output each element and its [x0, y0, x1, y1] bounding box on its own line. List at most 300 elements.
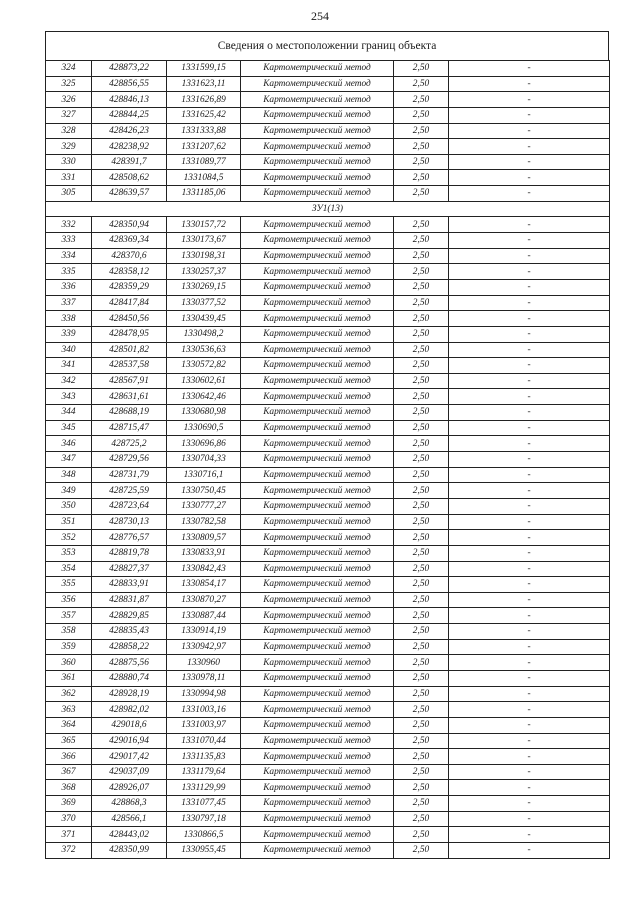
precision-cell: 2,50: [394, 311, 449, 327]
description-cell: -: [449, 577, 610, 593]
method-cell: Картометрический метод: [241, 670, 394, 686]
description-cell: -: [449, 358, 610, 374]
point-number-cell: 345: [46, 420, 92, 436]
method-cell: Картометрический метод: [241, 342, 394, 358]
method-cell: Картометрический метод: [241, 420, 394, 436]
point-number-cell: 326: [46, 92, 92, 108]
point-number-cell: 349: [46, 483, 92, 499]
point-number-cell: 369: [46, 796, 92, 812]
point-number-cell: 337: [46, 295, 92, 311]
table-row: [46, 780, 610, 796]
x-coordinate-cell: 428443,02: [92, 827, 167, 843]
description-cell: -: [449, 248, 610, 264]
x-coordinate-cell: 428833,91: [92, 577, 167, 593]
rows-after-section: [46, 217, 610, 858]
precision-cell: 2,50: [394, 592, 449, 608]
precision-cell: 2,50: [394, 217, 449, 233]
precision-cell: 2,50: [394, 92, 449, 108]
table-row: [46, 670, 610, 686]
method-cell: Картометрический метод: [241, 264, 394, 280]
table-row: [46, 186, 610, 202]
table-row: [46, 420, 610, 436]
x-coordinate-cell: 428715,47: [92, 420, 167, 436]
y-coordinate-cell: 1330833,91: [167, 545, 241, 561]
method-cell: Картометрический метод: [241, 279, 394, 295]
point-number-cell: 344: [46, 405, 92, 421]
description-cell: -: [449, 733, 610, 749]
point-number-cell: 336: [46, 279, 92, 295]
precision-cell: 2,50: [394, 483, 449, 499]
description-cell: -: [449, 780, 610, 796]
x-coordinate-cell: 429017,42: [92, 749, 167, 765]
y-coordinate-cell: 1330777,27: [167, 498, 241, 514]
x-coordinate-cell: 428873,22: [92, 61, 167, 77]
x-coordinate-cell: 428450,56: [92, 311, 167, 327]
table-row: [46, 545, 610, 561]
y-coordinate-cell: 1330887,44: [167, 608, 241, 624]
y-coordinate-cell: 1330536,63: [167, 342, 241, 358]
table-row: [46, 170, 610, 186]
table-row: [46, 733, 610, 749]
point-number-cell: 367: [46, 764, 92, 780]
x-coordinate-cell: 428829,85: [92, 608, 167, 624]
x-coordinate-cell: 428776,57: [92, 530, 167, 546]
table-row: [46, 342, 610, 358]
table-row: [46, 233, 610, 249]
precision-cell: 2,50: [394, 764, 449, 780]
description-cell: -: [449, 295, 610, 311]
table-row: [46, 295, 610, 311]
precision-cell: 2,50: [394, 467, 449, 483]
y-coordinate-cell: 1330198,31: [167, 248, 241, 264]
table-row: [46, 827, 610, 843]
method-cell: Картометрический метод: [241, 295, 394, 311]
table-row: [46, 764, 610, 780]
point-number-cell: 324: [46, 61, 92, 77]
x-coordinate-cell: 428566,1: [92, 811, 167, 827]
y-coordinate-cell: 1330942,97: [167, 639, 241, 655]
point-number-cell: 371: [46, 827, 92, 843]
description-cell: -: [449, 702, 610, 718]
x-coordinate-cell: 428982,02: [92, 702, 167, 718]
y-coordinate-cell: 1331179,64: [167, 764, 241, 780]
method-cell: Картометрический метод: [241, 733, 394, 749]
y-coordinate-cell: 1331003,16: [167, 702, 241, 718]
precision-cell: 2,50: [394, 436, 449, 452]
description-cell: -: [449, 186, 610, 202]
point-number-cell: 333: [46, 233, 92, 249]
precision-cell: 2,50: [394, 233, 449, 249]
y-coordinate-cell: 1331003,97: [167, 717, 241, 733]
precision-cell: 2,50: [394, 248, 449, 264]
point-number-cell: 340: [46, 342, 92, 358]
point-number-cell: 364: [46, 717, 92, 733]
precision-cell: 2,50: [394, 170, 449, 186]
table-row: [46, 624, 610, 640]
description-cell: -: [449, 749, 610, 765]
y-coordinate-cell: 1330173,67: [167, 233, 241, 249]
method-cell: Картометрический метод: [241, 592, 394, 608]
description-cell: -: [449, 670, 610, 686]
x-coordinate-cell: 428835,43: [92, 624, 167, 640]
precision-cell: 2,50: [394, 670, 449, 686]
precision-cell: 2,50: [394, 639, 449, 655]
table-row: [46, 76, 610, 92]
x-coordinate-cell: 428827,37: [92, 561, 167, 577]
x-coordinate-cell: 428858,22: [92, 639, 167, 655]
section-label: ЗУ1(13): [46, 201, 610, 217]
point-number-cell: 343: [46, 389, 92, 405]
precision-cell: 2,50: [394, 827, 449, 843]
x-coordinate-cell: 428729,56: [92, 452, 167, 468]
x-coordinate-cell: 428501,82: [92, 342, 167, 358]
y-coordinate-cell: 1330704,33: [167, 452, 241, 468]
table-row: [46, 608, 610, 624]
method-cell: Картометрический метод: [241, 624, 394, 640]
method-cell: Картометрический метод: [241, 530, 394, 546]
method-cell: Картометрический метод: [241, 686, 394, 702]
description-cell: -: [449, 326, 610, 342]
method-cell: Картометрический метод: [241, 107, 394, 123]
table-row: [46, 702, 610, 718]
method-cell: Картометрический метод: [241, 373, 394, 389]
y-coordinate-cell: 1330439,45: [167, 311, 241, 327]
table-row: [46, 139, 610, 155]
x-coordinate-cell: 428856,55: [92, 76, 167, 92]
x-coordinate-cell: 428426,23: [92, 123, 167, 139]
description-cell: -: [449, 843, 610, 859]
point-number-cell: 357: [46, 608, 92, 624]
method-cell: Картометрический метод: [241, 452, 394, 468]
method-cell: Картометрический метод: [241, 467, 394, 483]
table-row: [46, 264, 610, 280]
y-coordinate-cell: 1330269,15: [167, 279, 241, 295]
y-coordinate-cell: 1330866,5: [167, 827, 241, 843]
precision-cell: 2,50: [394, 107, 449, 123]
table-row: [46, 373, 610, 389]
method-cell: Картометрический метод: [241, 827, 394, 843]
method-cell: Картометрический метод: [241, 186, 394, 202]
boundary-table-sheet: [45, 31, 609, 859]
section-row: [46, 201, 610, 217]
method-cell: Картометрический метод: [241, 123, 394, 139]
description-cell: -: [449, 76, 610, 92]
table-row: [46, 483, 610, 499]
description-cell: -: [449, 498, 610, 514]
table-row: [46, 279, 610, 295]
precision-cell: 2,50: [394, 514, 449, 530]
x-coordinate-cell: 428725,2: [92, 436, 167, 452]
y-coordinate-cell: 1331599,15: [167, 61, 241, 77]
table-row: [46, 436, 610, 452]
x-coordinate-cell: 429018,6: [92, 717, 167, 733]
description-cell: -: [449, 545, 610, 561]
point-number-cell: 305: [46, 186, 92, 202]
point-number-cell: 353: [46, 545, 92, 561]
method-cell: Картометрический метод: [241, 217, 394, 233]
precision-cell: 2,50: [394, 61, 449, 77]
description-cell: -: [449, 217, 610, 233]
description-cell: -: [449, 420, 610, 436]
point-number-cell: 354: [46, 561, 92, 577]
table-row: [46, 717, 610, 733]
table-row: [46, 405, 610, 421]
x-coordinate-cell: 428688,19: [92, 405, 167, 421]
precision-cell: 2,50: [394, 624, 449, 640]
table-row: [46, 326, 610, 342]
x-coordinate-cell: 428846,13: [92, 92, 167, 108]
y-coordinate-cell: 1330842,43: [167, 561, 241, 577]
description-cell: -: [449, 639, 610, 655]
point-number-cell: 329: [46, 139, 92, 155]
y-coordinate-cell: 1331185,06: [167, 186, 241, 202]
x-coordinate-cell: 428350,94: [92, 217, 167, 233]
description-cell: -: [449, 686, 610, 702]
x-coordinate-cell: 428831,87: [92, 592, 167, 608]
method-cell: Картометрический метод: [241, 608, 394, 624]
x-coordinate-cell: 428238,92: [92, 139, 167, 155]
y-coordinate-cell: 1330854,17: [167, 577, 241, 593]
method-cell: Картометрический метод: [241, 92, 394, 108]
y-coordinate-cell: 1330994,98: [167, 686, 241, 702]
y-coordinate-cell: 1330680,98: [167, 405, 241, 421]
x-coordinate-cell: 428369,34: [92, 233, 167, 249]
point-number-cell: 332: [46, 217, 92, 233]
method-cell: Картометрический метод: [241, 764, 394, 780]
description-cell: -: [449, 530, 610, 546]
table-row: [46, 61, 610, 77]
description-cell: -: [449, 92, 610, 108]
precision-cell: 2,50: [394, 561, 449, 577]
point-number-cell: 360: [46, 655, 92, 671]
y-coordinate-cell: 1331623,11: [167, 76, 241, 92]
point-number-cell: 347: [46, 452, 92, 468]
method-cell: Картометрический метод: [241, 170, 394, 186]
table-row: [46, 561, 610, 577]
x-coordinate-cell: 428875,56: [92, 655, 167, 671]
x-coordinate-cell: 428731,79: [92, 467, 167, 483]
point-number-cell: 352: [46, 530, 92, 546]
point-number-cell: 363: [46, 702, 92, 718]
precision-cell: 2,50: [394, 154, 449, 170]
x-coordinate-cell: 428508,62: [92, 170, 167, 186]
x-coordinate-cell: 428819,78: [92, 545, 167, 561]
precision-cell: 2,50: [394, 843, 449, 859]
description-cell: -: [449, 483, 610, 499]
table-row: [46, 154, 610, 170]
point-number-cell: 328: [46, 123, 92, 139]
precision-cell: 2,50: [394, 796, 449, 812]
point-number-cell: 330: [46, 154, 92, 170]
table-row: [46, 498, 610, 514]
x-coordinate-cell: 428725,59: [92, 483, 167, 499]
y-coordinate-cell: 1330809,57: [167, 530, 241, 546]
precision-cell: 2,50: [394, 139, 449, 155]
point-number-cell: 356: [46, 592, 92, 608]
y-coordinate-cell: 1331207,62: [167, 139, 241, 155]
description-cell: -: [449, 154, 610, 170]
precision-cell: 2,50: [394, 76, 449, 92]
precision-cell: 2,50: [394, 498, 449, 514]
y-coordinate-cell: 1331626,89: [167, 92, 241, 108]
y-coordinate-cell: 1330257,37: [167, 264, 241, 280]
coordinates-table: [45, 60, 610, 859]
x-coordinate-cell: 428880,74: [92, 670, 167, 686]
description-cell: -: [449, 561, 610, 577]
y-coordinate-cell: 1331084,5: [167, 170, 241, 186]
table-row: [46, 530, 610, 546]
precision-cell: 2,50: [394, 655, 449, 671]
x-coordinate-cell: 428358,12: [92, 264, 167, 280]
description-cell: -: [449, 170, 610, 186]
table-row: [46, 452, 610, 468]
point-number-cell: 368: [46, 780, 92, 796]
description-cell: -: [449, 279, 610, 295]
method-cell: Картометрический метод: [241, 154, 394, 170]
point-number-cell: 342: [46, 373, 92, 389]
table-row: [46, 107, 610, 123]
point-number-cell: 327: [46, 107, 92, 123]
point-number-cell: 346: [46, 436, 92, 452]
table-row: [46, 358, 610, 374]
x-coordinate-cell: 428537,58: [92, 358, 167, 374]
x-coordinate-cell: 428926,07: [92, 780, 167, 796]
x-coordinate-cell: 428417,84: [92, 295, 167, 311]
description-cell: -: [449, 123, 610, 139]
description-cell: -: [449, 389, 610, 405]
y-coordinate-cell: 1331070,44: [167, 733, 241, 749]
description-cell: -: [449, 311, 610, 327]
precision-cell: 2,50: [394, 295, 449, 311]
x-coordinate-cell: 429016,94: [92, 733, 167, 749]
description-cell: -: [449, 233, 610, 249]
description-cell: -: [449, 717, 610, 733]
y-coordinate-cell: 1330955,45: [167, 843, 241, 859]
precision-cell: 2,50: [394, 686, 449, 702]
y-coordinate-cell: 1330642,46: [167, 389, 241, 405]
method-cell: Картометрический метод: [241, 577, 394, 593]
method-cell: Картометрический метод: [241, 358, 394, 374]
point-number-cell: 361: [46, 670, 92, 686]
precision-cell: 2,50: [394, 733, 449, 749]
precision-cell: 2,50: [394, 749, 449, 765]
precision-cell: 2,50: [394, 326, 449, 342]
table-row: [46, 389, 610, 405]
precision-cell: 2,50: [394, 405, 449, 421]
method-cell: Картометрический метод: [241, 61, 394, 77]
x-coordinate-cell: 428478,95: [92, 326, 167, 342]
method-cell: Картометрический метод: [241, 811, 394, 827]
method-cell: Картометрический метод: [241, 717, 394, 733]
rows-before-section: [46, 61, 610, 202]
table-row: [46, 248, 610, 264]
method-cell: Картометрический метод: [241, 498, 394, 514]
table-row: [46, 592, 610, 608]
point-number-cell: 341: [46, 358, 92, 374]
x-coordinate-cell: 428370,6: [92, 248, 167, 264]
description-cell: -: [449, 655, 610, 671]
point-number-cell: 365: [46, 733, 92, 749]
description-cell: -: [449, 608, 610, 624]
precision-cell: 2,50: [394, 545, 449, 561]
x-coordinate-cell: 428639,57: [92, 186, 167, 202]
description-cell: -: [449, 827, 610, 843]
method-cell: Картометрический метод: [241, 639, 394, 655]
y-coordinate-cell: 1330716,1: [167, 467, 241, 483]
method-cell: Картометрический метод: [241, 389, 394, 405]
table-row: [46, 843, 610, 859]
point-number-cell: 338: [46, 311, 92, 327]
table-row: [46, 467, 610, 483]
y-coordinate-cell: 1330797,18: [167, 811, 241, 827]
method-cell: Картометрический метод: [241, 436, 394, 452]
description-cell: -: [449, 811, 610, 827]
method-cell: Картометрический метод: [241, 843, 394, 859]
precision-cell: 2,50: [394, 342, 449, 358]
table-row: [46, 123, 610, 139]
point-number-cell: 359: [46, 639, 92, 655]
method-cell: Картометрический метод: [241, 514, 394, 530]
x-coordinate-cell: 428844,25: [92, 107, 167, 123]
precision-cell: 2,50: [394, 389, 449, 405]
method-cell: Картометрический метод: [241, 311, 394, 327]
method-cell: Картометрический метод: [241, 780, 394, 796]
table-row: [46, 749, 610, 765]
precision-cell: 2,50: [394, 264, 449, 280]
description-cell: -: [449, 61, 610, 77]
table-row: [46, 686, 610, 702]
y-coordinate-cell: 1331129,99: [167, 780, 241, 796]
method-cell: Картометрический метод: [241, 139, 394, 155]
precision-cell: 2,50: [394, 123, 449, 139]
precision-cell: 2,50: [394, 452, 449, 468]
y-coordinate-cell: 1331077,45: [167, 796, 241, 812]
precision-cell: 2,50: [394, 577, 449, 593]
description-cell: -: [449, 436, 610, 452]
description-cell: -: [449, 107, 610, 123]
y-coordinate-cell: 1330914,19: [167, 624, 241, 640]
table-row: [46, 311, 610, 327]
y-coordinate-cell: 1330498,2: [167, 326, 241, 342]
description-cell: -: [449, 592, 610, 608]
point-number-cell: 355: [46, 577, 92, 593]
point-number-cell: 350: [46, 498, 92, 514]
y-coordinate-cell: 1330960: [167, 655, 241, 671]
table-row: [46, 639, 610, 655]
y-coordinate-cell: 1330870,27: [167, 592, 241, 608]
precision-cell: 2,50: [394, 811, 449, 827]
method-cell: Картометрический метод: [241, 405, 394, 421]
section-header: [46, 201, 610, 217]
method-cell: Картометрический метод: [241, 561, 394, 577]
table-row: [46, 796, 610, 812]
precision-cell: 2,50: [394, 530, 449, 546]
x-coordinate-cell: 428567,91: [92, 373, 167, 389]
description-cell: -: [449, 264, 610, 280]
precision-cell: 2,50: [394, 373, 449, 389]
method-cell: Картометрический метод: [241, 233, 394, 249]
point-number-cell: 348: [46, 467, 92, 483]
table-row: [46, 655, 610, 671]
method-cell: Картометрический метод: [241, 76, 394, 92]
y-coordinate-cell: 1331089,77: [167, 154, 241, 170]
description-cell: -: [449, 342, 610, 358]
point-number-cell: 366: [46, 749, 92, 765]
method-cell: Картометрический метод: [241, 702, 394, 718]
point-number-cell: 331: [46, 170, 92, 186]
table-row: [46, 577, 610, 593]
y-coordinate-cell: 1331135,83: [167, 749, 241, 765]
